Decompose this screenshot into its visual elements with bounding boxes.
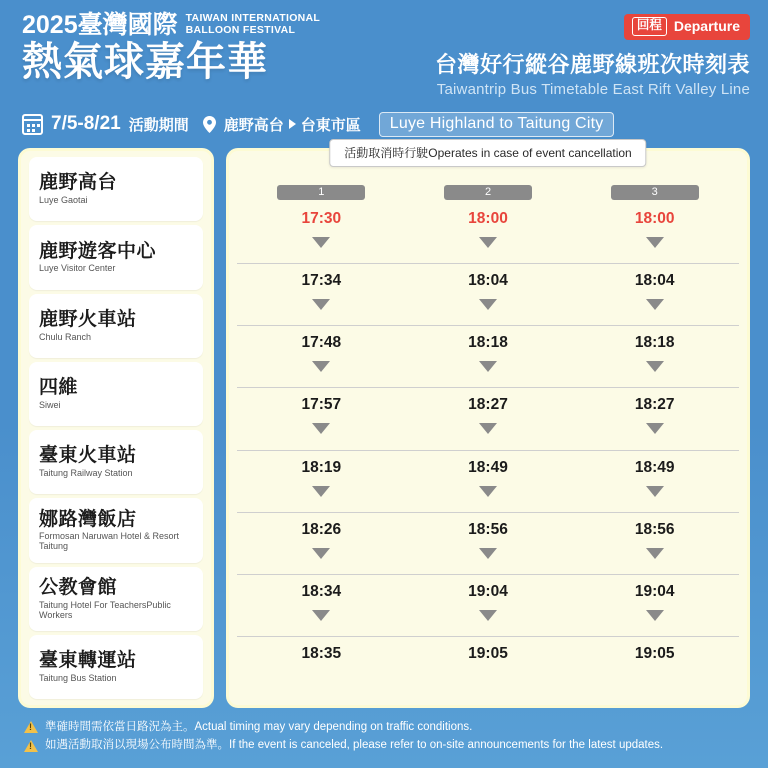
down-arrow-icon [312,237,330,248]
station-name-en: Taitung Hotel For TeachersPublic Workers [39,599,171,620]
time-cell [410,326,567,388]
departure-time: 18:56 [468,520,508,538]
time-cell [243,513,400,575]
station-row [29,362,203,426]
station-row [29,567,203,631]
down-arrow-icon [312,361,330,372]
departure-time: 18:18 [634,334,675,352]
header-info-row [22,112,750,137]
departure-time: 18:19 [301,458,342,476]
station-name-en: Luye Visitor Center [39,263,116,274]
departure-time: 18:35 [301,644,342,662]
station-name-zh: 四維 [39,377,79,398]
station-name-zh: 鹿野遊客中心 [39,240,157,262]
departure-time: 18:27 [468,396,508,414]
direction-badge-zh: 回程 [632,17,667,36]
time-cell [410,202,567,264]
stations-panel [18,148,214,708]
time-cell [410,451,567,513]
direction-badge-en: Departure [673,18,740,35]
station-name-en: Siwei [39,399,61,410]
cancellation-note: 活動取消時行駛Operates in case of event cancellation [329,139,646,167]
station-name-zh: 鹿野高台 [39,172,118,194]
time-cell [410,264,567,326]
departure-time: 19:05 [634,644,675,662]
time-cell [576,264,733,326]
header-route-block [372,12,750,98]
down-arrow-icon [312,486,330,497]
trip-columns [243,185,733,699]
time-cell [243,264,400,326]
departure-time: 18:00 [634,210,675,227]
time-cell [576,451,733,513]
station-row [29,430,203,494]
down-arrow-icon [479,548,497,559]
departure-time: 18:34 [301,582,342,600]
time-cell [243,575,400,637]
down-arrow-icon [646,423,664,434]
down-arrow-icon [312,299,330,310]
header-top-row [22,12,750,98]
down-arrow-icon [312,423,330,434]
time-cell [243,202,400,264]
footer-note-2-row [24,736,746,754]
down-arrow-icon [646,548,664,559]
departure-time: 19:05 [468,644,508,662]
departure-time: 19:04 [468,582,508,600]
down-arrow-icon [479,361,497,372]
origin-destination-zh [224,114,361,135]
down-arrow-icon [646,361,664,372]
header [0,0,768,148]
festival-english-subtitle [186,12,321,38]
station-row [29,157,203,221]
station-name-en: Luye Gaotai [39,195,88,206]
warning-icon [24,740,38,752]
time-cell [576,513,733,575]
trip-column-3 [576,185,733,699]
destination-zh: 台東市區 [300,116,361,134]
station-name-zh: 公教會館 [39,576,118,598]
header-title-block [22,12,372,84]
time-cell [243,451,400,513]
time-cell [410,388,567,450]
departure-time: 17:30 [301,210,342,227]
times-panel [226,148,750,708]
down-arrow-icon [479,423,497,434]
down-arrow-icon [479,237,497,248]
timetable-body [0,148,768,708]
departure-time: 18:49 [634,458,675,476]
time-cell [576,202,733,264]
festival-year: 2025臺灣國際 [22,11,178,40]
time-cell [576,388,733,450]
time-cell [243,326,400,388]
route-title-en: Taiwantrip Bus Timetable East Rift Valley Line [436,80,750,98]
time-cell [410,513,567,575]
down-arrow-icon [646,610,664,621]
trip-number-header: 2 [444,185,532,200]
station-name-en: Taitung Bus Station [39,672,117,683]
station-row [29,294,203,358]
time-cell [410,575,567,637]
departure-time: 18:49 [468,458,508,476]
route-title-zh: 台灣好行縱谷鹿野線班次時刻表 [434,51,750,77]
title-line-1 [22,12,372,38]
trip-number-header: 3 [611,185,699,200]
departure-time: 18:04 [634,272,675,290]
departure-time: 19:04 [634,582,675,600]
trip-number-header: 1 [277,185,365,200]
time-cell [410,637,567,699]
direction-badge [624,14,750,40]
departure-time: 18:00 [468,210,508,227]
station-row [29,225,203,289]
departure-time: 18:04 [468,272,508,290]
arrow-right-icon [289,119,296,129]
footer [0,708,768,755]
departure-time: 17:57 [301,396,342,414]
down-arrow-icon [479,299,497,310]
station-name-zh: 臺東轉運站 [39,650,137,671]
down-arrow-icon [646,237,664,248]
trip-column-2 [410,185,567,699]
departure-time: 18:27 [634,396,675,414]
station-name-zh: 鹿野火車站 [39,308,137,330]
festival-main-title: 熱氣球嘉年華 [22,40,268,85]
down-arrow-icon [312,548,330,559]
map-pin-icon [203,116,216,133]
station-row [29,498,203,562]
time-cell [243,388,400,450]
footer-note-1-row [24,718,746,736]
route-en-pill: Luye Highland to Taitung City [379,112,615,137]
down-arrow-icon [479,486,497,497]
departure-time: 18:18 [468,334,508,352]
festival-english-subtitle-line1: TAIWAN INTERNATIONAL [185,12,321,24]
festival-english-subtitle-line2: BALLOON FESTIVAL [185,24,296,37]
time-cell [576,326,733,388]
departure-time: 17:48 [301,334,342,352]
station-name-zh: 臺東火車站 [39,445,137,467]
down-arrow-icon [646,486,664,497]
station-name-en: Chulu Ranch [39,331,92,342]
station-name-en: Formosan Naruwan Hotel & Resort Taitung [39,531,180,552]
trip-column-1 [243,185,400,699]
departure-time: 18:56 [634,520,675,538]
down-arrow-icon [312,610,330,621]
time-cell [576,637,733,699]
down-arrow-icon [479,610,497,621]
origin-zh: 鹿野高台 [223,116,284,134]
time-cell [576,575,733,637]
departure-time: 17:34 [301,272,342,290]
station-row [29,635,203,699]
time-cell [243,637,400,699]
station-name-zh: 娜路灣飯店 [39,508,137,530]
station-name-en: Taitung Railway Station [39,468,133,479]
warning-icon [24,721,38,733]
footer-note-2: 如遇活動取消以現場公布時間為準。If the event is canceled, please refer to on-site announcements for the latest updates. [45,739,664,752]
period-label: 活動期間 [128,116,189,134]
date-range: 7/5-8/21 [51,113,121,135]
down-arrow-icon [646,299,664,310]
departure-time: 18:26 [301,520,342,538]
calendar-icon [22,114,43,135]
footer-note-1: 準確時間需依當日路況為主。Actual timing may vary depending on traffic conditions. [45,721,473,733]
